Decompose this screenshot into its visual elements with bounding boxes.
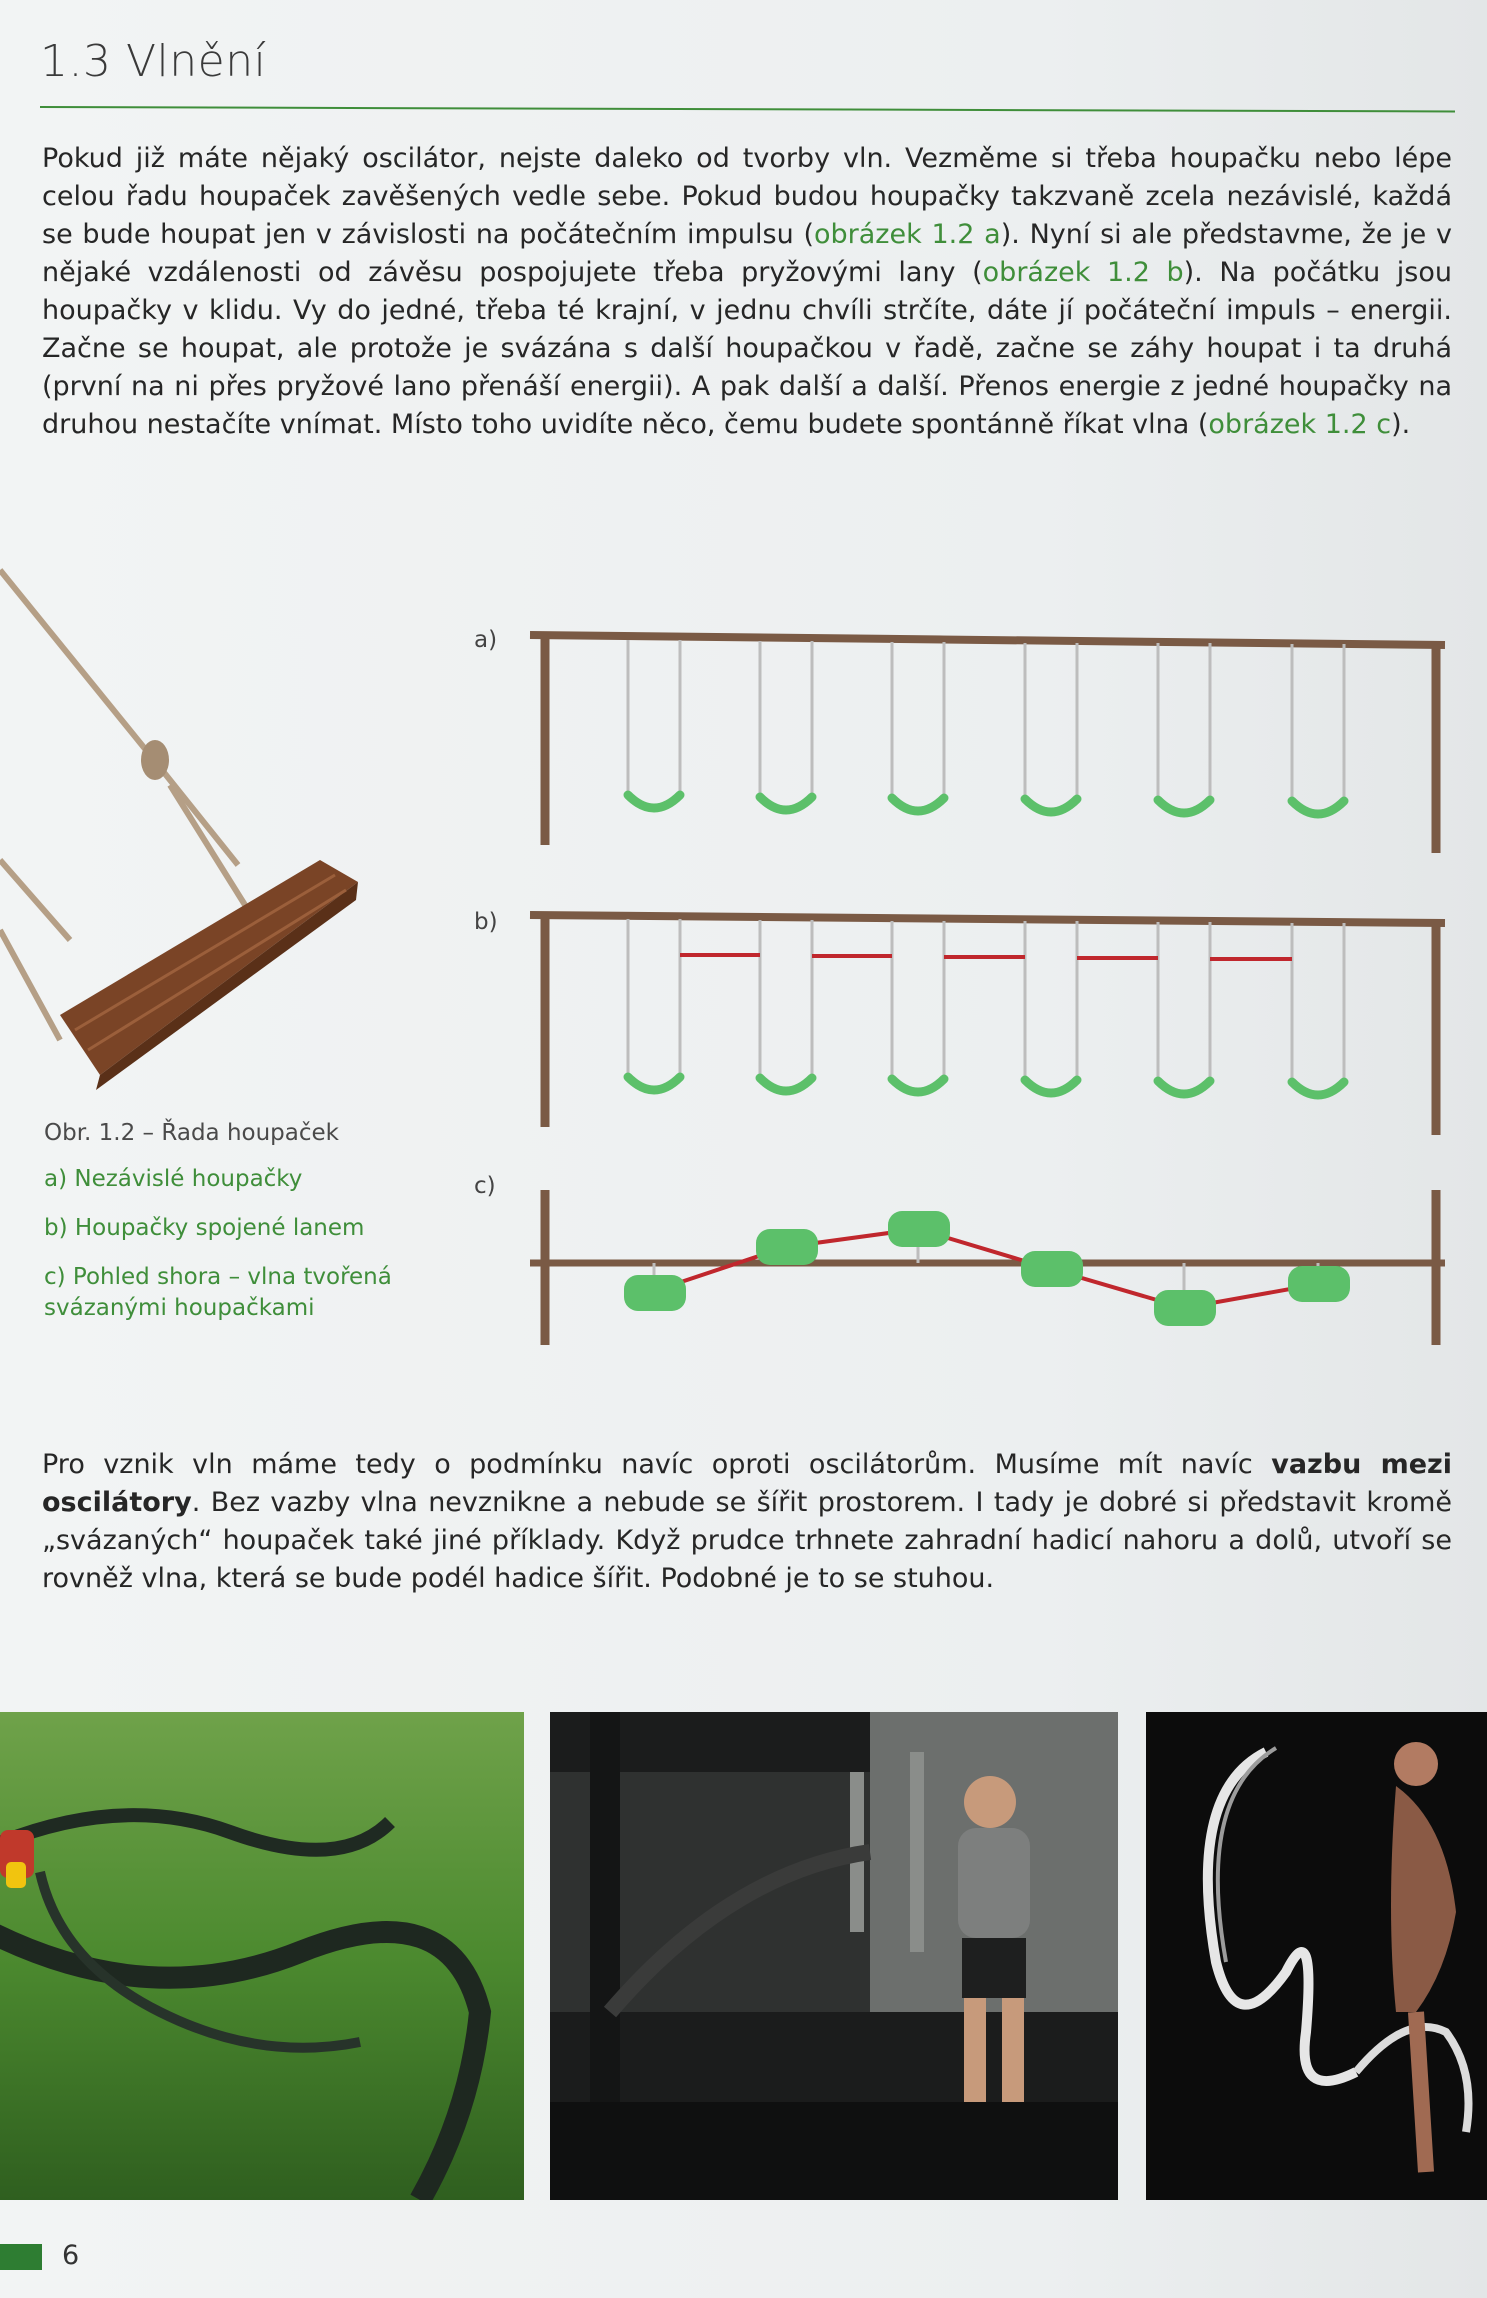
figure-ref-a[interactable]: obrázek 1.2 a (814, 219, 1001, 250)
wave-seat-3 (888, 1211, 950, 1247)
paragraph-coupling-bold: vazbu mezi oscilátory (42, 1449, 1452, 1518)
title-rule (40, 106, 1455, 112)
paragraph-intro (42, 140, 1452, 444)
figure-ref-c[interactable]: obrázek 1.2 c (1208, 409, 1392, 440)
paragraph-intro-text-4: ). (1391, 409, 1411, 440)
panel-c-top-view-wave (530, 1190, 1445, 1345)
wave-seat-5 (1154, 1290, 1216, 1326)
paragraph-coupling-text-2: . Bez vazby vlna nevznikne a nebude se šířit prostorem. I tady je dobré si představit kromě „svázaných“ houpaček také jiné příklady. Když prudce trhnete zahradní hadicí nahoru a dolů, utvoří se rovněž vlna, která se bude podél hadice šířit. Podobné je to se stuhou. (42, 1487, 1452, 1594)
page-marker (0, 2244, 42, 2270)
paragraph-coupling (42, 1446, 1452, 1598)
swing-diagram (470, 615, 1470, 1355)
panel-b-connected-swings (530, 915, 1445, 1135)
section-title: 1.3 Vlnění (40, 36, 267, 87)
swing-diagram-svg (470, 615, 1470, 1355)
figure-caption (44, 1120, 444, 1342)
caption-title: Obr. 1.2 – Řada houpaček (44, 1120, 339, 1146)
garden-hose-photo (0, 1712, 524, 2200)
paragraph-intro-text-1: Pokud již máte nějaký oscilátor, nejste daleko od tvorby vln. Vezměme si třeba houpačku nebo lépe celou řadu houpaček zavěšených vedle sebe. Pokud budou houpačky takzvaně zcela nezávislé, každá se bude houpat jen v závislosti na počátečním impulsu ( (42, 143, 1452, 250)
paragraph-intro-text-2: ). Nyní si ale představme, že je v nějaké vzdálenosti od závěsu pospojujete třeba pryžovými lany ( (42, 219, 1453, 288)
diagram-label-b: b) (474, 909, 498, 935)
wave-seat-2 (756, 1229, 818, 1265)
panel-a-independent-swings (530, 635, 1445, 853)
paragraph-coupling-text-1: Pro vznik vln máme tedy o podmínku navíc oproti oscilátorům. Musíme mít navíc (42, 1449, 1272, 1480)
wave-seat-1 (624, 1275, 686, 1311)
battle-rope-photo (550, 1712, 1118, 2200)
figure-ref-b[interactable]: obrázek 1.2 b (982, 257, 1184, 288)
page-number: 6 (62, 2240, 80, 2271)
paragraph-intro-text-3: ). Na počátku jsou houpačky v klidu. Vy do jedné, třeba té krajní, v jednu chvíli strčíte, dáte jí počáteční impuls – energii. Začne se houpat, ale protože je svázána s další houpačkou v řadě, začne se záhy houpat i ta druhá (první na ni přes pryžové lano přenáší energii). A pak další a další. Přenos energie z jedné houpačky na druhou nestačíte vnímat. Místo toho uvidíte něco, čemu budete spontánně říkat vlna ( (42, 257, 1453, 440)
wave-seat-4 (1021, 1251, 1083, 1287)
caption-b: b) Houpačky spojené lanem (44, 1215, 365, 1241)
wave-seat-6 (1288, 1266, 1350, 1302)
caption-c: c) Pohled shora – vlna tvořená svázanými houpačkami (44, 1264, 392, 1321)
swing-photo (0, 560, 380, 1100)
diagram-label-c: c) (474, 1173, 496, 1199)
diagram-label-a: a) (474, 627, 498, 653)
ribbon-dancer-photo (1146, 1712, 1487, 2200)
caption-a: a) Nezávislé houpačky (44, 1166, 303, 1192)
